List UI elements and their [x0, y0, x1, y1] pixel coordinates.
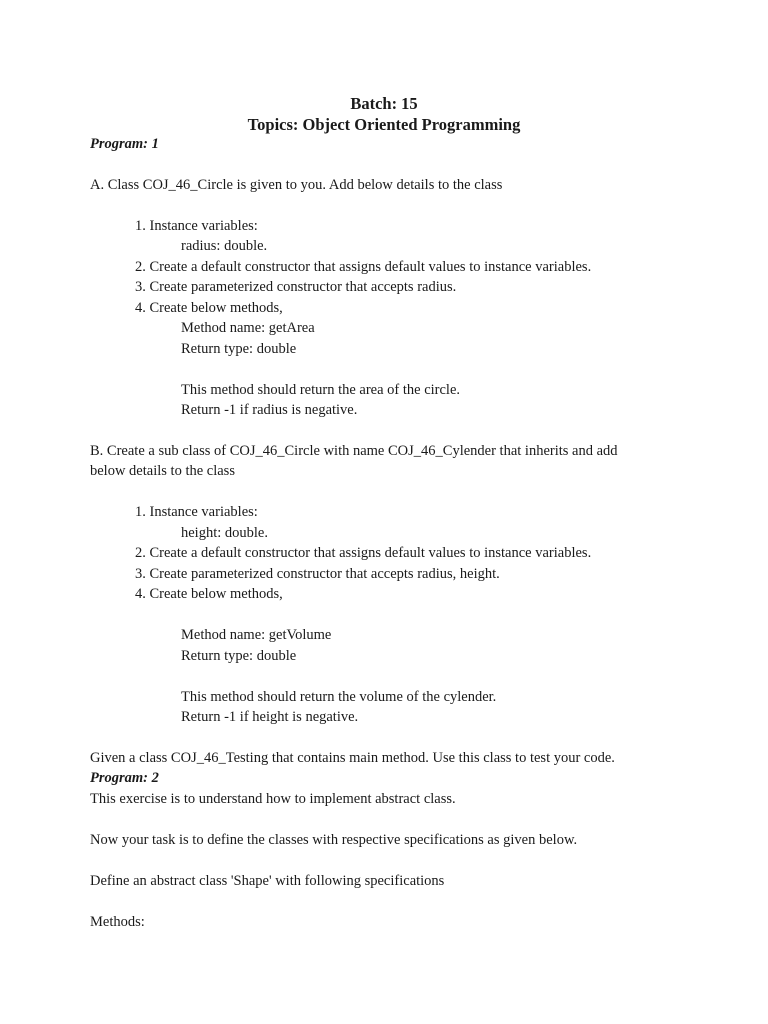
- program-2-line: Define an abstract class 'Shape' with following specifications: [90, 873, 445, 889]
- part-a-item: radius: double.: [181, 238, 268, 254]
- part-b-item: 2. Create a default constructor that assigns default values to instance variables.: [135, 545, 592, 561]
- part-b-intro: below details to the class: [90, 463, 235, 479]
- part-a-item: This method should return the area of the circle.: [181, 382, 461, 398]
- part-b-intro: B. Create a sub class of COJ_46_Circle with name COJ_46_Cylender that inherits and add: [90, 443, 618, 459]
- part-b-item: Return -1 if height is negative.: [181, 709, 359, 725]
- program-2-line: Now your task is to define the classes with respective specifications as given below.: [90, 832, 578, 848]
- program-2-label: Program: 2: [90, 770, 159, 786]
- part-b-item: 3. Create parameterized constructor that accepts radius, height.: [135, 566, 500, 582]
- part-a-item: 4. Create below methods,: [135, 300, 283, 316]
- batch-heading: Batch: 15: [350, 94, 418, 113]
- program-2-line: This exercise is to understand how to implement abstract class.: [90, 791, 456, 807]
- program-2-line: Methods:: [90, 914, 145, 930]
- part-a-intro: A. Class COJ_46_Circle is given to you. Add below details to the class: [90, 177, 503, 193]
- part-b-item: 1. Instance variables:: [135, 504, 258, 520]
- part-b-item: This method should return the volume of the cylender.: [181, 689, 497, 705]
- testing-note: Given a class COJ_46_Testing that contains main method. Use this class to test your code.: [90, 750, 615, 766]
- part-b-item: height: double.: [181, 525, 268, 541]
- part-b-item: Return type: double: [181, 648, 297, 664]
- part-a-item: Method name: getArea: [181, 320, 315, 336]
- program-1-label: Program: 1: [90, 136, 159, 152]
- part-b-item: 4. Create below methods,: [135, 586, 283, 602]
- part-a-item: 2. Create a default constructor that assigns default values to instance variables.: [135, 259, 592, 275]
- part-a-item: Return -1 if radius is negative.: [181, 402, 358, 418]
- part-a-item: Return type: double: [181, 341, 297, 357]
- part-a-item: 1. Instance variables:: [135, 218, 258, 234]
- part-a-item: 3. Create parameterized constructor that accepts radius.: [135, 279, 457, 295]
- topics-heading: Topics: Object Oriented Programming: [247, 115, 521, 134]
- part-b-item: Method name: getVolume: [181, 627, 332, 643]
